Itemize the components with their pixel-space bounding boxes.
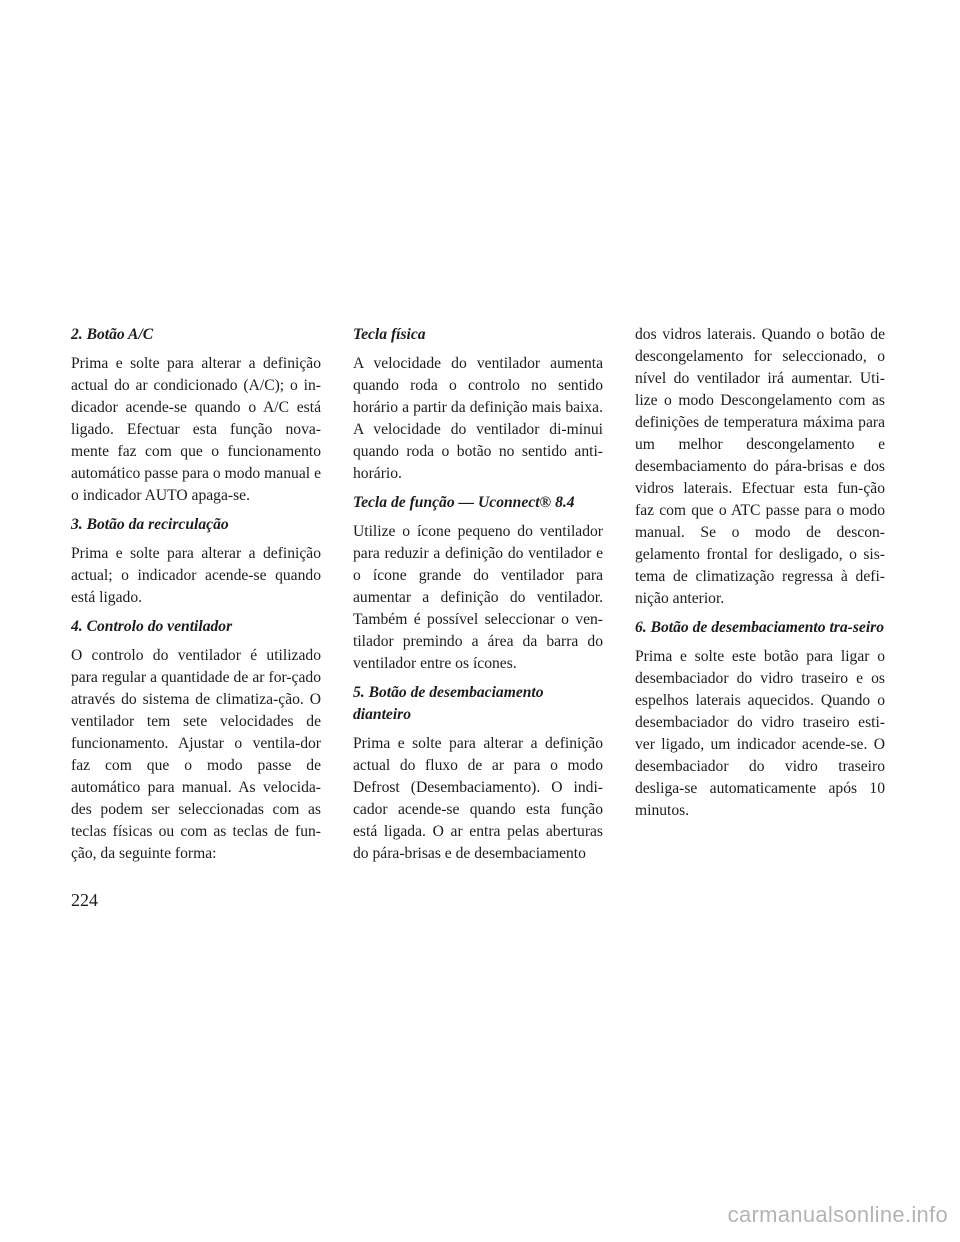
column-left xyxy=(71,324,321,872)
section-heading-physical-key: Tecla física xyxy=(353,326,426,343)
paragraph-ac-button: Prima e solte para alterar a definição actual do ar condicionado (A/C); o in-dicador acende-se quando o A/C está ligado. Efectuar esta função nova-mente faz com que o funcionamento automático passe para o modo manual e o indicador AUTO apaga-se. xyxy=(71,355,321,504)
column-middle xyxy=(353,324,603,872)
paragraph-front-defrost-continued: dos vidros laterais. Quando o botão de descongelamento for seleccionado, o nível do ventilador irá aumentar. Uti-lize o modo Descongelamento com as definições de temperatura máxima para um melhor descongelamento e desembaciamento do pára-brisas e dos vidros laterais. Efectuar esta fun-ção faz com que o ATC passe para o modo manual. Se o modo de descon-gelamento frontal for desligado, o sis-tema de climatização regressa à defi-nição anterior. xyxy=(635,326,885,607)
watermark: carmanualsonline.info xyxy=(727,1202,948,1227)
page-number: 224 xyxy=(71,890,98,910)
section-heading-rear-defrost-button: 6. Botão de desembaciamento tra-seiro xyxy=(635,619,885,636)
paragraph-rear-defrost-button: Prima e solte este botão para ligar o desembaciador do vidro traseiro e os espelhos laterais aquecidos. Quando o desembaciador do vidro traseiro esti-ver ligado, um indicador acende-se. O desembaciador do vidro traseiro desliga-se automaticamente após 10 minutos. xyxy=(635,648,885,819)
section-heading-front-defrost-button: 5. Botão de desembaciamento dianteiro xyxy=(353,684,544,723)
section-heading-function-key: Tecla de função — Uconnect® 8.4 xyxy=(353,494,575,511)
paragraph-blower-control: O controlo do ventilador é utilizado para regular a quantidade de ar for-çado através do sistema de climatiza-ção. O ventilador tem sete velocidades de funcionamento. Ajustar o ventila-dor faz com que o modo passe de automático para manual. As velocida-des podem ser seleccionadas com as teclas físicas ou com as teclas de fun-ção, da seguinte forma: xyxy=(71,647,321,862)
section-heading-blower-control: 4. Controlo do ventilador xyxy=(71,618,233,635)
paragraph-function-key: Utilize o ícone pequeno do ventilador para reduzir a definição do ventilador e o ícone grande do ventilador para aumentar a definição do ventilador. Também é possível seleccionar o ven-tilador premindo a área da barra do ventilador entre os ícones. xyxy=(353,523,603,672)
section-heading-ac-button: 2. Botão A/C xyxy=(71,326,154,343)
column-right xyxy=(635,324,885,829)
paragraph-front-defrost-button: Prima e solte para alterar a definição actual do fluxo de ar para o modo Defrost (Desembaciamento). O indi-cador acende-se quando esta função está ligada. O ar entra pelas aberturas do pára-brisas e de desembaciamento xyxy=(353,735,603,862)
paragraph-physical-key: A velocidade do ventilador aumenta quando roda o controlo no sentido horário a partir da definição mais baixa. A velocidade do ventilador di-minui quando roda o botão no sentido anti-horário. xyxy=(353,355,603,482)
paragraph-recirculation-button: Prima e solte para alterar a definição actual; o indicador acende-se quando está ligado. xyxy=(71,545,321,606)
section-heading-recirculation-button: 3. Botão da recirculação xyxy=(71,516,229,533)
